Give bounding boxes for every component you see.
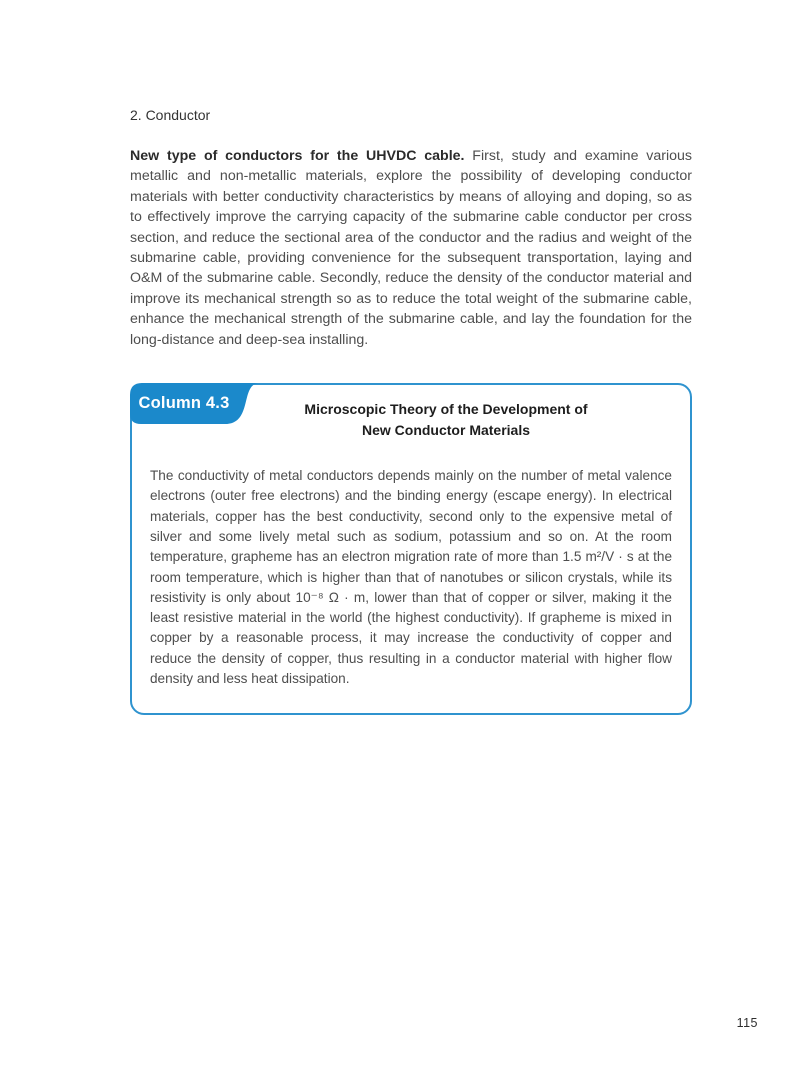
- paragraph-text: First, study and examine various metallic and non-metallic materials, explore the possibility of developing conductor materials with better conductivity characteristics by means of alloying and doping, so as to effectively improve the carrying capacity of the submarine cable conductor per cross section, and reduce the sectional area of the conductor and the radius and weight of the submarine cable, providing convenience for the subsequent transportation, laying and O&M of the submarine cable. Secondly, reduce the density of the conductor material and improve its mechanical strength so as to reduce the total weight of the submarine cable, enhance the mechanical strength of the submarine cable, and lay the foundation for the long-distance and deep-sea installing.: [130, 148, 693, 348]
- column-title-line2: New Conductor Materials: [361, 422, 531, 439]
- column-badge-label: Column 4.3: [138, 394, 230, 413]
- section-heading: 2. Conductor: [130, 107, 211, 123]
- column-title: [228, 399, 664, 441]
- body-paragraph: [130, 146, 692, 350]
- page-content: [130, 107, 692, 715]
- column-title-line1: Microscopic Theory of the Development of: [304, 401, 588, 418]
- column-callout-box: [130, 383, 692, 715]
- column-body-text: The conductivity of metal conductors depends mainly on the number of metal valence electrons (outer free electrons) and the binding energy (escape energy). In electrical materials, copper has the best conductivity, second only to the expensive metal of silver and some lively metal such as sodium, potassium and so on. At the room temperature, grapheme has an electron migration rate of more than 1.5 m²/V · s at the room temperature, which is higher than that of nanotubes or silicon crystals, while its resistivity is only about 10⁻⁸ Ω · m, lower than that of copper or silver, making it the least resistive material in the world (the highest conductivity). If grapheme is mixed in copper by a reasonable process, it may increase the conductivity of copper and reduce the density of copper, thus resulting in a conductor material with higher flow density and less heat dissipation.: [150, 468, 672, 687]
- paragraph-lead: New type of conductors for the UHVDC cable.: [130, 148, 465, 164]
- page-number: 115: [736, 1016, 758, 1030]
- column-badge: [130, 383, 260, 424]
